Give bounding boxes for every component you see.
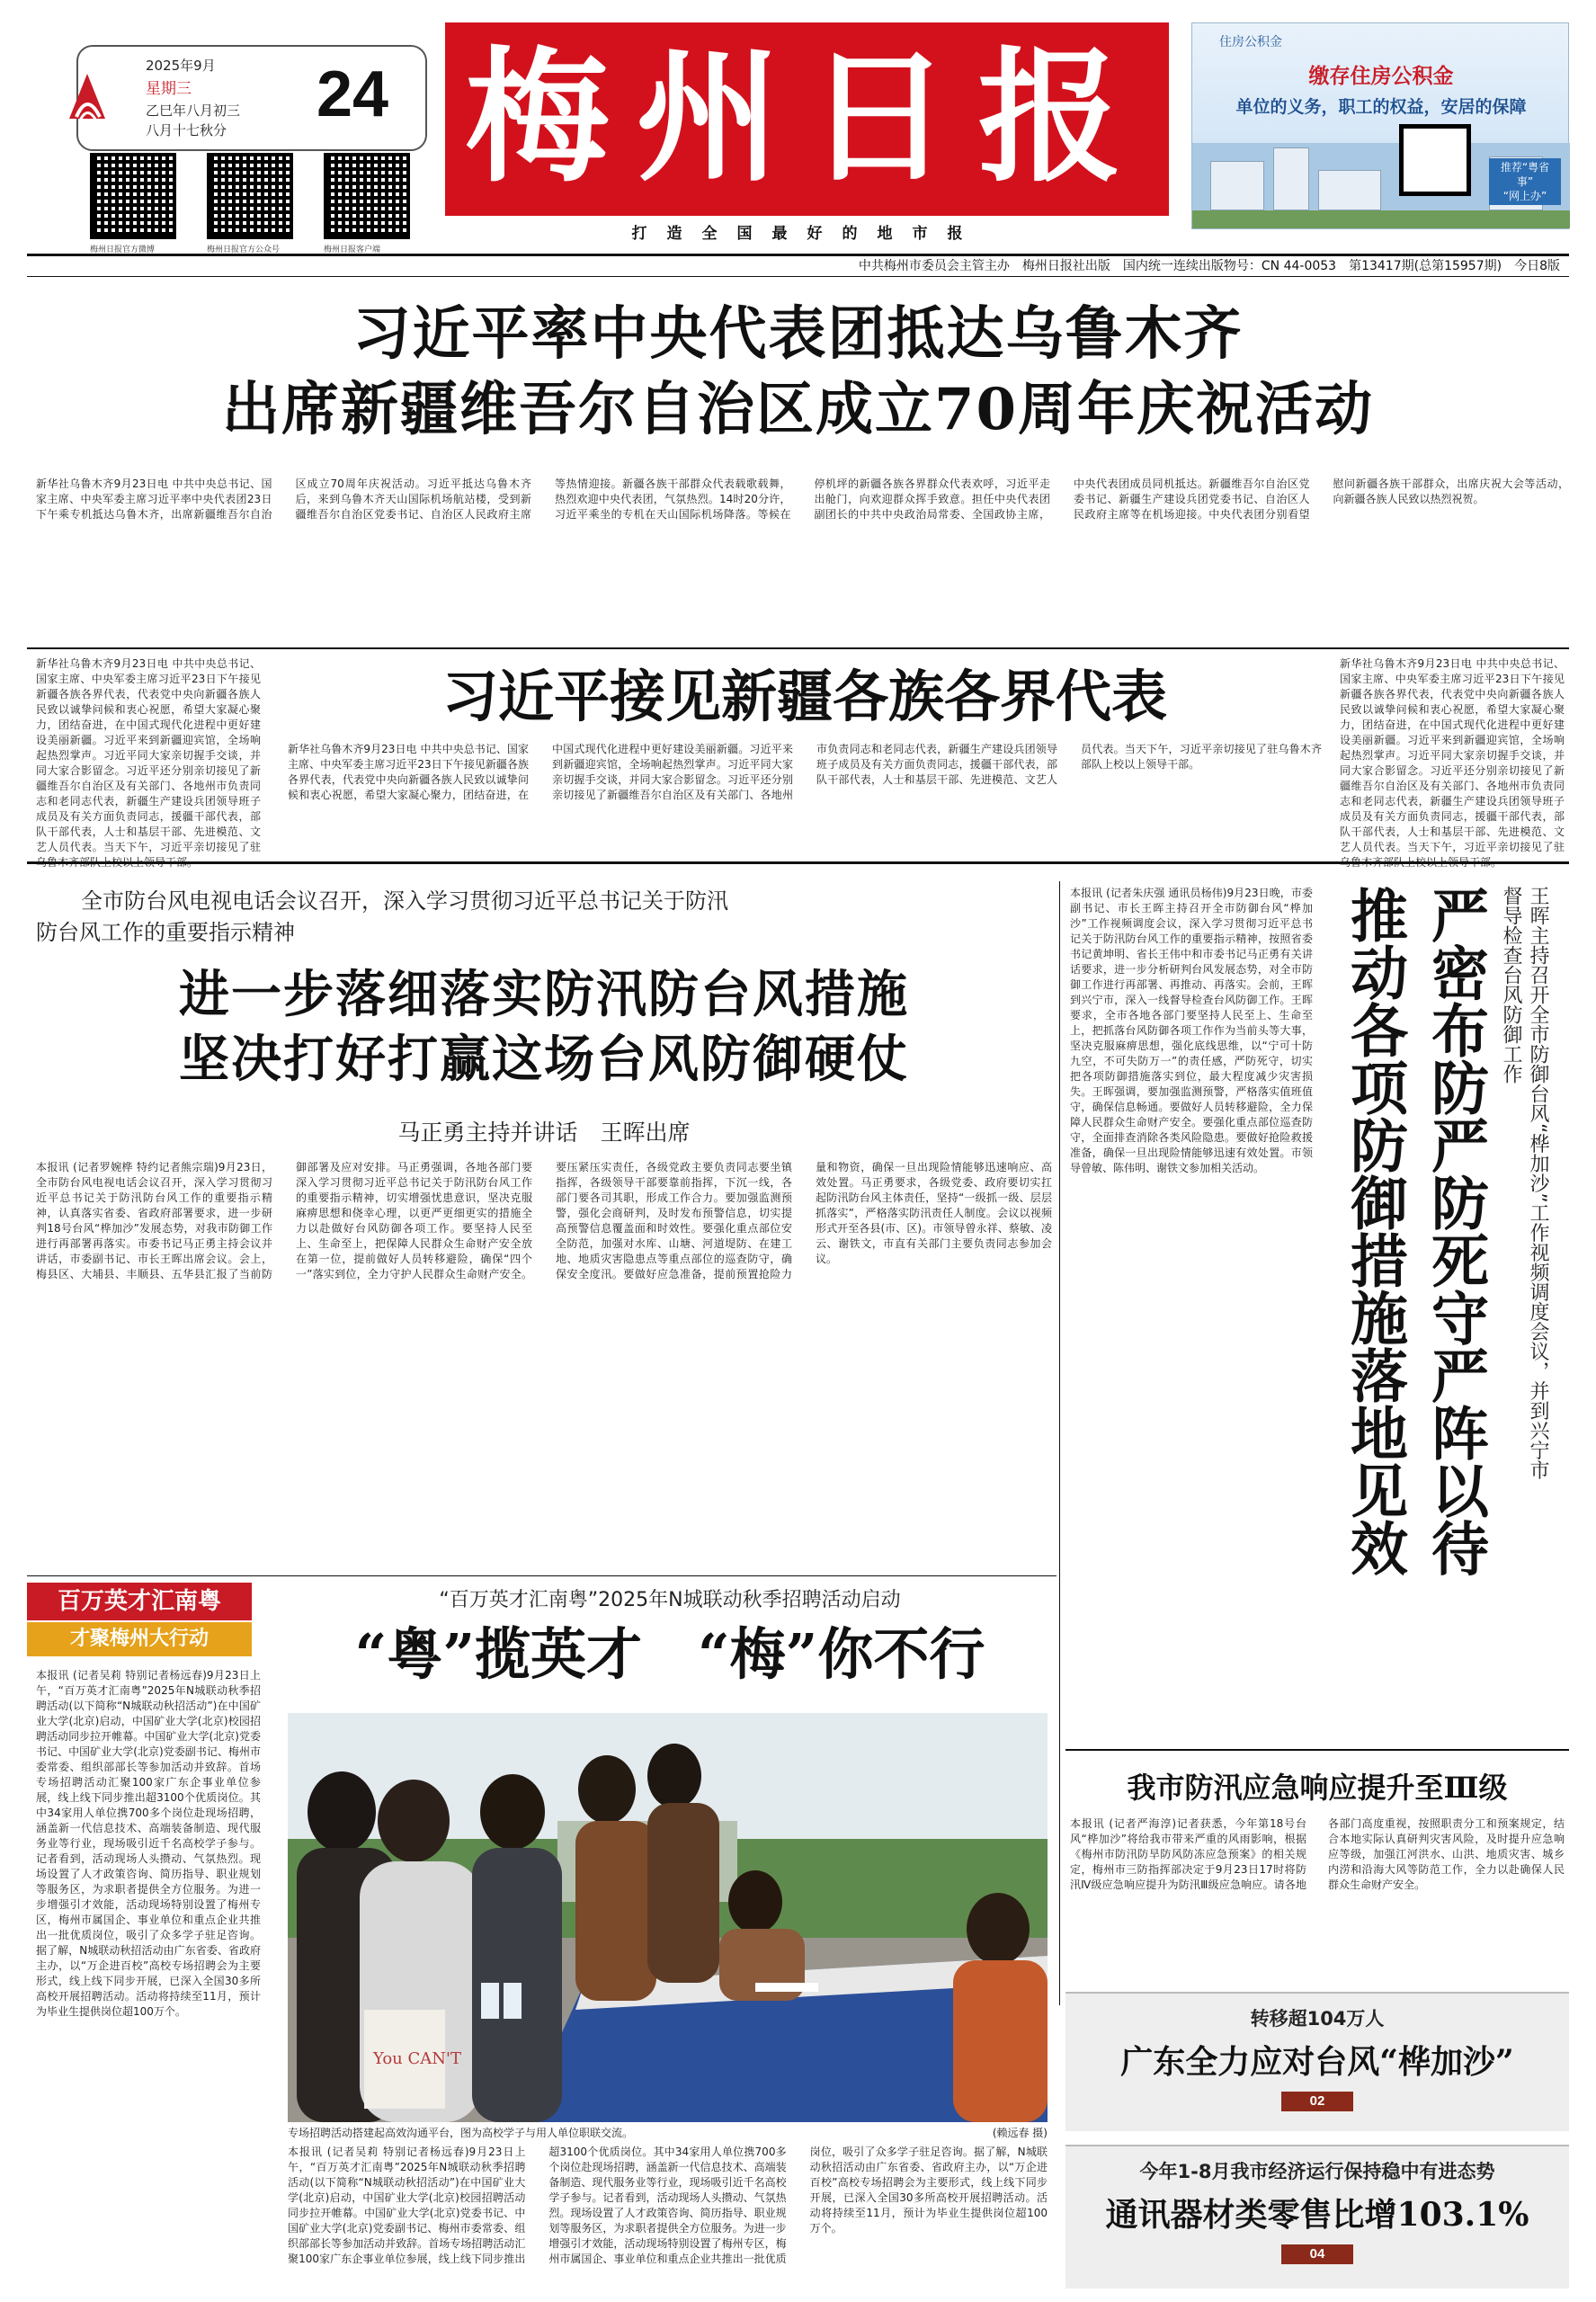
typhoon-article-body: 本报讯 (记者罗婉桦 特约记者熊宗瑞)9月23日，全市防台风电视电话会议召开，深入学习贯彻习近平总书记关于防汛防台风工作的重要指示精神，认真落实省委、省政府部署要求，进一步研判18号台风“桦加沙”发展态势，对我市防御工作进行再部署再落实。市委书记马正勇主持会议并讲话，市委副书记、市长王晖出席会议。会上，梅县区、大埔县、丰顺县、五华县汇报了当前防御部署及应对安排。马正勇强调，各地各部门要深入学习贯彻习近平总书记关于防汛防台风工作的重要指示精神，切实增强忧患意识，坚决克服麻痹思想和侥幸心理，以更严更细更实的措施全力以赴做好台风防御各项工作。要坚持人民至上、生命至上，把保障人民群众生命财产安全放在第一位，提前做好人员转移避险，确保“四个一”落实到位，全力守护人民群众生命财产安全。要压紧压实责任，各级党政主要负责同志要坐镇指挥，各级领导干部要靠前指挥，下沉一线，各部门要各司其职，形成工作合力。要加强监测预警，强化会商研判，及时发布预警信息，切实提高预警信息覆盖面和时效性。要强化重点部位安全防范，加强对水库、山塘、河道堤防、在建工地、地质灾害隐患点等重点部位的巡查防守，确保安全度汛。要做好应急准备，提前预置抢险力量和物资，确保一旦出现险情能够迅速响应、高效处置。马正勇要求，各级党委、政府要切实扛起防汛防台风主体责任，坚持“一级抓一级、层层抓落实”，严格落实防汛责任人制度。会议以视频形式开至各县(市、区)。市领导曾永祥、蔡敏、凌云、谢铁文，市直有关部门主要负责同志参加会议。 xyxy=(36,1161,1052,1280)
qr-caption: 梅州日报客户端 xyxy=(324,245,381,254)
banner-text: You CAN'T xyxy=(373,2049,461,2068)
lead-article-body: 新华社乌鲁木齐9月23日电 中共中央总书记、国家主席、中央军委主席习近平率中央代表团23日下午乘专机抵达乌鲁木齐，出席新疆维吾尔自治区成立70周年庆祝活动。习近平抵达乌鲁木齐后，来到乌鲁木齐天山国际机场航站楼，受到新疆维吾尔自治区党委书记、自治区人民政府主席等热情迎接。新疆各族干部群众代表载歌载舞，热烈欢迎中央代表团，气氛热烈。14时20分许，习近平乘坐的专机在天山国际机场降落。等候在停机坪的新疆各族各界群众代表欢呼，习近平走出舱门，向欢迎群众挥手致意。担任中央代表团副团长的中共中央政治局常委、全国政协主席，中央代表团成员同机抵达。新疆维吾尔自治区党委书记、新疆生产建设兵团党委书记、自治区人民政府主席等在机场迎接。中央代表团分别看望慰问新疆各族干部群众，出席庆祝大会等活动，向新疆各族人民致以热烈祝贺。 xyxy=(36,477,1569,521)
flood-headline[interactable]: 我市防汛应急响应提升至Ⅲ级 xyxy=(1127,1771,1508,1805)
vertical-subhead-line-1: 王晖主持召开全市防御台风“桦加沙”工作视频调度会议，并到兴宁市 xyxy=(1527,886,1549,1480)
typhoon-kicker-line-1: 全市防台风电视电话会议召开，深入学习贯彻习近平总书记关于防汛 xyxy=(81,888,728,914)
vertical-headline-line-1[interactable]: 严密布防严防死守严阵以待 xyxy=(1422,886,1489,1576)
paper-slogan: 打造全国最好的地市报 xyxy=(631,225,983,243)
date-lunar-1: 乙巳年八月初三 xyxy=(146,103,241,119)
date-weekday: 星期三 xyxy=(146,80,192,98)
photo-caption: 专场招聘活动搭建起高效沟通平台，图为高校学子与用人单位职联交流。 xyxy=(288,2127,634,2139)
second-article-body-right: 新华社乌鲁木齐9月23日电 中共中央总书记、国家主席、中央军委主席习近平23日下午接见新疆各族各界代表，代表党中央向新疆各族人民致以诚挚问候和衷心祝愿，希望大家凝心聚力，团结奋进，在中国式现代化进程中更好建设美丽新疆。习近平来到新疆迎宾馆，全场响起热烈掌声。习近平同大家亲切握手交谈，并同大家合影留念。习近平还分别亲切接见了新疆维吾尔自治区及有关部门、各地州市负责同志和老同志代表，新疆生产建设兵团领导班子成员及有关方面负责同志，援疆干部代表，部队干部代表，人士和基层干部、先进模范、文艺人员代表。当天下午，习近平亲切接见了驻 xyxy=(1340,657,1565,853)
teaser-1-kicker: 转移超104万人 xyxy=(1250,2008,1385,2030)
typhoon-headline[interactable] xyxy=(36,962,1052,1092)
talent-tag-gold: 才聚梅州大行动 xyxy=(27,1622,252,1656)
talent-article-body-bottom: 本报讯 (记者吴莉 特别记者杨远春)9月23日上午，“百万英才汇南粤”2025年N城联动秋季招聘活动(以下简称“N城联动秋招活动”)在中国矿业大学(北京)启动，中国矿业大学(北京)校园招聘活动同步拉开帷幕。中国矿业大学(北京)党委书记、中国矿业大学(北京)党委副书记、梅州市委常委、组织部部长等参加活动并致辞。首场专场招聘活动汇聚100家广东企事业单位参展，线上线下同步推出超3100个优质岗位。其中34家用人单位携700多个岗位赴现场招聘，涵盖新一代信息技术、高端装备制造、现代服务业等行业，现场吸引近千名高校学子参与。记者看到，活动现场人头攒动、气氛热烈。现场设置了人才政策咨询、简历指导、职业规划等服务区，为求职者提供全方位服务。为进一步增强引才效能，活动现场特别设置了梅州专区，梅州市属国企、事业单位和重点企业共推出一批优质岗位，吸引了众多学子驻足咨询。据了解，N城联动秋招活动由广东省委、省政府主办，以“万企进百校”高校专场招聘会为主要形式，线上线下同步开展，已深入全国30多所高校开展招聘活动。活动将持续至11月，预计为毕业生提供岗位超100万个。 xyxy=(288,2146,1048,2265)
lead-headline-line-1: 习近平率中央代表团抵达乌鲁木齐 xyxy=(352,300,1244,368)
teaser-1-headline: 广东全力应对台风“桦加沙” xyxy=(1120,2043,1514,2081)
second-article-body-left: 新华社乌鲁木齐9月23日电 中共中央总书记、国家主席、中央军委主席习近平23日下午接见新疆各族各界代表，代表党中央向新疆各族人民致以诚挚问候和衷心祝愿，希望大家凝心聚力，团结奋进，在中国式现代化进程中更好建设美丽新疆。习近平来到新疆迎宾馆，全场响起热烈掌声。习近平同大家亲切握手交谈，并同大家合影留念。习近平还分别亲切接见了新疆维吾尔自治区及有关部门、各地州市负责同志和老同志代表，新疆生产建设兵团领导班子成员及有关方面负责同志，援疆干部代表，部队干部代表，人士和基层干部、先进模范、文艺人员代表。当天下午，习近平亲切接见了驻 xyxy=(36,657,261,853)
qr-code-row xyxy=(90,153,432,254)
masthead xyxy=(27,18,1569,254)
talent-kicker: “百万英才汇南粤”2025年N城联动秋季招聘活动启动 xyxy=(439,1589,901,1611)
vertical-headline-line-2[interactable]: 推动各项防御措施落地见效 xyxy=(1341,886,1408,1576)
newspaper-logo-icon xyxy=(60,65,114,128)
date-lunar-2: 八月十七秋分 xyxy=(146,122,227,138)
talent-headline[interactable]: “粤”揽英才 “梅”你不行 xyxy=(354,1621,985,1687)
vertical-article-body: 本报讯 (记者朱庆强 通讯员杨伟)9月23日晚，市委副书记、市长王晖主持召开全市防御台风“桦加沙”工作视频调度会议，深入学习贯彻习近平总书记关于防汛防台风工作的重要指示精神，按照省委书记黄坤明、省长王伟中和市委书记马正勇有关讲话要求，进一步分析研判台风发展态势，对全市防御工作进行再部署、再推动、再落实。会前，王晖到兴宁市，深入一线督导检查台风防御工作。王晖要求，全市各地各部门要坚持人民至上、生命至上，把抓落台风防御各项工作作为当前头等大事，坚决克服麻痹思想，强化底线思维，以“宁可十防九空，不可失防万一”的责任感，严防死守，切实把各项防御措施落实到位，最大程度减少灾害损失。王晖强调，要加强监测预警，严格落实值班值守，确保信息畅通。要做好人员转移避险，全力保障人民群众生命财产安全。要强化重点部位巡查防守，全面排查消除各类风险隐患。要做好抢险救援准备，确保一旦出现险情能够迅速有效处置。市领导曾敏、陈伟明、谢铁文参加相关活动。 xyxy=(1070,887,1313,1174)
ad-brand: 住房公积金 xyxy=(1219,35,1282,49)
date-year-month: 2025年9月 xyxy=(146,58,216,74)
section-divider xyxy=(27,647,1569,649)
qr-code-icon[interactable] xyxy=(207,153,293,239)
teaser-1-page-badge: 02 xyxy=(1281,2092,1353,2111)
section-divider xyxy=(1065,1749,1569,1751)
ad-note-line-2: “网上办” xyxy=(1502,190,1547,202)
lead-headline[interactable] xyxy=(27,297,1569,448)
photo-caption-row xyxy=(288,2125,1048,2140)
recruitment-photo-illustration xyxy=(288,1713,1048,2122)
publication-info-bar: 中共梅州市委员会主管主办 梅州日报社出版 国内统一连续出版物号：CN 44-0053 第13417期(总第15957期) 今日8版 xyxy=(27,254,1569,277)
section-divider xyxy=(27,861,1569,864)
ad-title: 缴存住房公积金 xyxy=(1308,65,1454,88)
flood-article-body: 本报讯 (记者严海淳)记者获悉，今年第18号台风“桦加沙”将给我市带来严重的风雨影响，根据《梅州市防汛防旱防风防冻应急预案》的相关规定，梅州市三防指挥部决定于9月23日17时将防汛Ⅳ级应急响应提升为防汛Ⅲ级应急响应。请各地各部门高度重视，按照职责分工和预案规定，结合本地实际认真研判灾害风险，及时提升应急响应等级，加强江河洪水、山洪、地质灾害、城乡内涝和沿海大风等防范工作，全力以赴确保人民群众生命财产安全。 xyxy=(1070,1817,1565,1891)
teaser-box-1[interactable] xyxy=(1065,1992,1569,2131)
qr-code-icon[interactable] xyxy=(90,153,176,239)
paper-title-block xyxy=(445,22,1169,216)
ad-building xyxy=(1273,147,1309,210)
talent-article-body-left: 本报讯 (记者吴莉 特别记者杨远春)9月23日上午，“百万英才汇南粤”2025年N城联动秋季招聘活动(以下简称“N城联动秋招活动”)在中国矿业大学(北京)启动，中国矿业大学(北京)校园招聘活动同步拉开帷幕。中国矿业大学(北京)党委书记、中国矿业大学(北京)党委副书记、梅州市委常委、组织部部长等参加活动并致辞。首场专场招聘活动汇聚100家广东企事业单位参展，线上线下同步推出超3100个优质岗位。其中34家用人单位携700多个岗位赴现场招聘，涵盖新一代信息技术、高端装备制造、现代服务业等行业，现场吸引近千名高校学子参与。记者看到，活动现场人头攒动、气氛热烈。现场设置了人才政策咨询、简历指导、职业规划等服务区，为求职者提供全方位服务。为进一步增强引才效能，活动现场特别设置了梅州专区，梅州市属国企、事业单位和重点企业共推出一批优质岗位，吸引了众多学子驻足咨询。据了解，N城联动秋招活动由广东省委、省政府主办，以“万企进百校”高校专场招聘会为主要形式，线上线下同步开展，已深入全国30多所高校开展招聘活动。活动将持续至11月，预计为毕业生提供岗位超100万个。 xyxy=(36,1669,261,2018)
vertical-subhead-line-2: 督导检查台风防御工作 xyxy=(1500,886,1522,1084)
teaser-2-page-badge: 04 xyxy=(1281,2244,1353,2264)
photo-credit: (赖远春 摄) xyxy=(992,2127,1048,2139)
ad-building xyxy=(1318,170,1381,210)
teaser-box-2[interactable] xyxy=(1065,2145,1569,2289)
date-day: 24 xyxy=(317,58,389,130)
housing-fund-ad[interactable] xyxy=(1191,22,1569,229)
ad-qr-code-icon[interactable] xyxy=(1399,124,1471,196)
typhoon-subhead: 马正勇主持并讲话 王晖出席 xyxy=(397,1120,691,1146)
second-headline[interactable]: 习近平接见新疆各族各界代表 xyxy=(441,664,1167,729)
qr-code-icon[interactable] xyxy=(324,153,410,239)
second-article-body-center: 新华社乌鲁木齐9月23日电 中共中央总书记、国家主席、中央军委主席习近平23日下午接见新疆各族各界代表，代表党中央向新疆各族人民致以诚挚问候和衷心祝愿，希望大家凝心聚力，团结奋进，在中国式现代化进程中更好建设美丽新疆。习近平来到新疆迎宾馆，全场响起热烈掌声。习近平同大家亲切握手交谈，并同大家合影留念。习近平还分别亲切接见了新疆维吾尔自治区及有关部门、各地州市负责同志和老同志代表，新疆生产建设兵团领导班子成员及有关方面负责同志，援疆干部代表，部队干部代表，人士和基层干部、先进模范、文艺人员代表。当天下午，习近平亲切接见了驻乌鲁木齐部队上校以上领导干部。 xyxy=(288,743,1322,801)
recruitment-photo[interactable] xyxy=(288,1713,1048,2122)
qr-caption: 梅州日报官方微博 xyxy=(90,245,156,254)
column-divider xyxy=(1059,881,1060,2005)
ad-note-line-1: 推荐“粤省事” xyxy=(1500,161,1550,188)
teaser-2-headline: 通讯器材类零售比增103.1% xyxy=(1105,2196,1529,2234)
ad-note xyxy=(1489,158,1561,205)
ad-building xyxy=(1210,161,1264,210)
ad-subtitle: 单位的义务，职工的权益，安居的保障 xyxy=(1235,97,1527,117)
date-box xyxy=(76,45,427,151)
talent-tag-red: 百万英才汇南粤 xyxy=(27,1583,252,1620)
typhoon-headline-line-1: 进一步落细落实防汛防台风措施 xyxy=(179,965,909,1024)
section-divider xyxy=(27,1575,1057,1576)
teaser-2-kicker: 今年1-8月我市经济运行保持稳中有进态势 xyxy=(1139,2161,1495,2182)
typhoon-headline-line-2: 坚决打好打赢这场台风防御硬仗 xyxy=(179,1030,909,1089)
lead-headline-line-2: 出席新疆维吾尔自治区成立70周年庆祝活动 xyxy=(221,376,1375,443)
qr-caption: 梅州日报官方公众号 xyxy=(207,245,281,254)
paper-title: 梅州日报 xyxy=(465,32,1149,201)
typhoon-kicker-line-2: 防台风工作的重要指示精神 xyxy=(36,920,295,945)
